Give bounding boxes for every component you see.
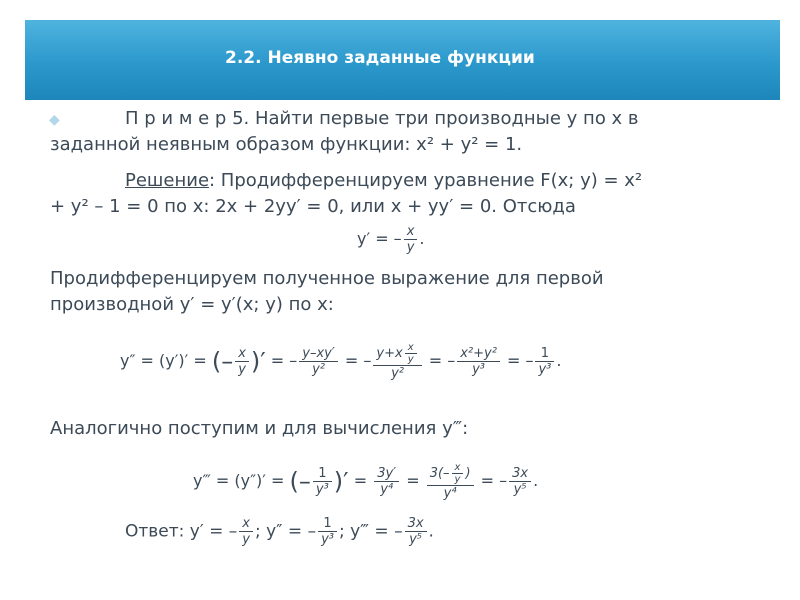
f2-frac-2-num: y–xy′ [299,346,338,362]
f3-frac-3-num-a: 3(– [429,466,450,481]
f3-paren-open: (– [289,467,311,496]
f3-frac-3-num [427,462,474,486]
answer-frac-1-num: x [239,516,253,532]
answer-line [125,516,434,547]
answer-end: . [428,521,434,542]
answer-frac-1 [239,516,253,547]
f2-frac-2-den: y² [312,362,326,377]
f3-end: . [533,471,539,490]
f3-eq-3: = – [475,471,508,490]
f3-frac-2-den: y⁴ [380,482,394,497]
f2-end: . [556,351,562,370]
f2-frac-3-inner-num: x [405,342,417,354]
formula-second-derivative [120,342,561,381]
answer-frac-1-den: y [242,532,250,547]
f2-frac-4-num: x²+y² [457,346,500,362]
f3-frac-3-inner [452,462,464,485]
f1-lhs: y′ = – [357,229,402,248]
f3-eq-2: = [401,471,425,490]
answer-frac-3-den: y⁵ [409,532,423,547]
example-text-1: Найти первые три производные y по x в [249,108,639,129]
solution-line-2: + y² – 1 = 0 по x: 2x + 2yy′ = 0, или x + yy′ = 0. Отсюда [50,196,576,217]
f3-frac-4-den: y⁵ [513,482,527,497]
f2-paren-close: )′ [250,347,266,376]
f2-frac-5 [535,346,554,377]
f2-frac-1 [235,346,249,377]
f2-frac-3-inner [405,342,417,365]
header-bar [25,20,780,100]
f2-frac-3-den: y² [391,366,404,381]
f3-frac-3-inner-den: y [454,474,461,485]
slide [25,20,780,598]
f2-frac-3-num-a: y+x [376,346,403,361]
answer-sep-2: ; y‴ = – [338,521,403,542]
f2-frac-1-num: x [235,346,249,362]
bullet-icon: ◆ [49,112,60,128]
answer-frac-3 [405,516,427,547]
f2-frac-2 [299,346,338,377]
f3-frac-3 [427,462,474,501]
example-line-1 [125,108,639,129]
f2-frac-3 [373,342,421,381]
f3-frac-1-den: y³ [315,482,329,497]
f2-frac-4-den: y³ [472,362,485,377]
f3-eq-1: = [348,471,373,490]
f2-frac-3-num [373,342,421,366]
f2-frac-1-den: y [238,362,246,377]
f3-frac-4 [509,466,531,497]
f2-frac-5-den: y³ [538,362,552,377]
answer-label: Ответ: y′ = – [125,521,238,542]
f3-frac-4-num: 3x [509,466,531,482]
formula-third-derivative [193,462,538,501]
answer-sep-1: ; y″ = – [254,521,317,542]
f3-frac-3-den: y⁴ [443,486,457,501]
solution-label: Решение [125,170,210,191]
para3-line-1: Аналогично поступим и для вычисления y‴: [50,418,469,439]
f3-lhs: y‴ = (y″)′ = [193,471,290,490]
f3-paren-close: )′ [333,467,349,496]
formula-first-derivative [357,224,424,255]
answer-frac-2-num: 1 [318,516,337,532]
solution-line-1 [125,170,642,191]
f2-paren-open: (– [211,347,234,376]
f1-end: . [419,229,425,248]
f3-frac-3-num-b: ) [465,466,471,481]
f1-num: x [404,224,418,240]
answer-frac-2 [318,516,337,547]
f3-frac-2 [374,466,399,497]
f2-eq-3: = – [423,351,456,370]
example-line-2: заданной неявным образом функции: x² + y² = 1. [50,134,523,155]
f2-frac-4 [457,346,500,377]
para2-line-2: производной y′ = y′(x; y) по x: [50,294,334,315]
answer-frac-2-den: y³ [321,532,334,547]
f2-eq-4: = – [501,351,534,370]
f2-frac-5-num: 1 [535,346,554,362]
f2-eq-2: = – [339,351,372,370]
answer-frac-3-num: 3x [405,516,427,532]
para2-line-1: Продифференцируем полученное выражение для первой [50,268,604,289]
f2-frac-3-inner-den: y [407,354,414,365]
f1-frac [404,224,418,255]
f3-frac-2-num: 3y′ [374,466,399,482]
example-label: П р и м е р 5. [125,108,250,129]
f2-eq-1: = – [265,351,298,370]
f1-den: y [406,240,415,255]
f3-frac-1-num: 1 [313,466,332,482]
f2-lhs: y″ = (y′)′ = [120,351,212,370]
solution-text-1: : Продифференцируем уравнение F(x; y) = x² [209,170,643,191]
slide-title: 2.2. Неявно заданные функции [225,48,535,68]
f3-frac-1 [313,466,332,497]
f3-frac-3-inner-num: x [452,462,464,474]
